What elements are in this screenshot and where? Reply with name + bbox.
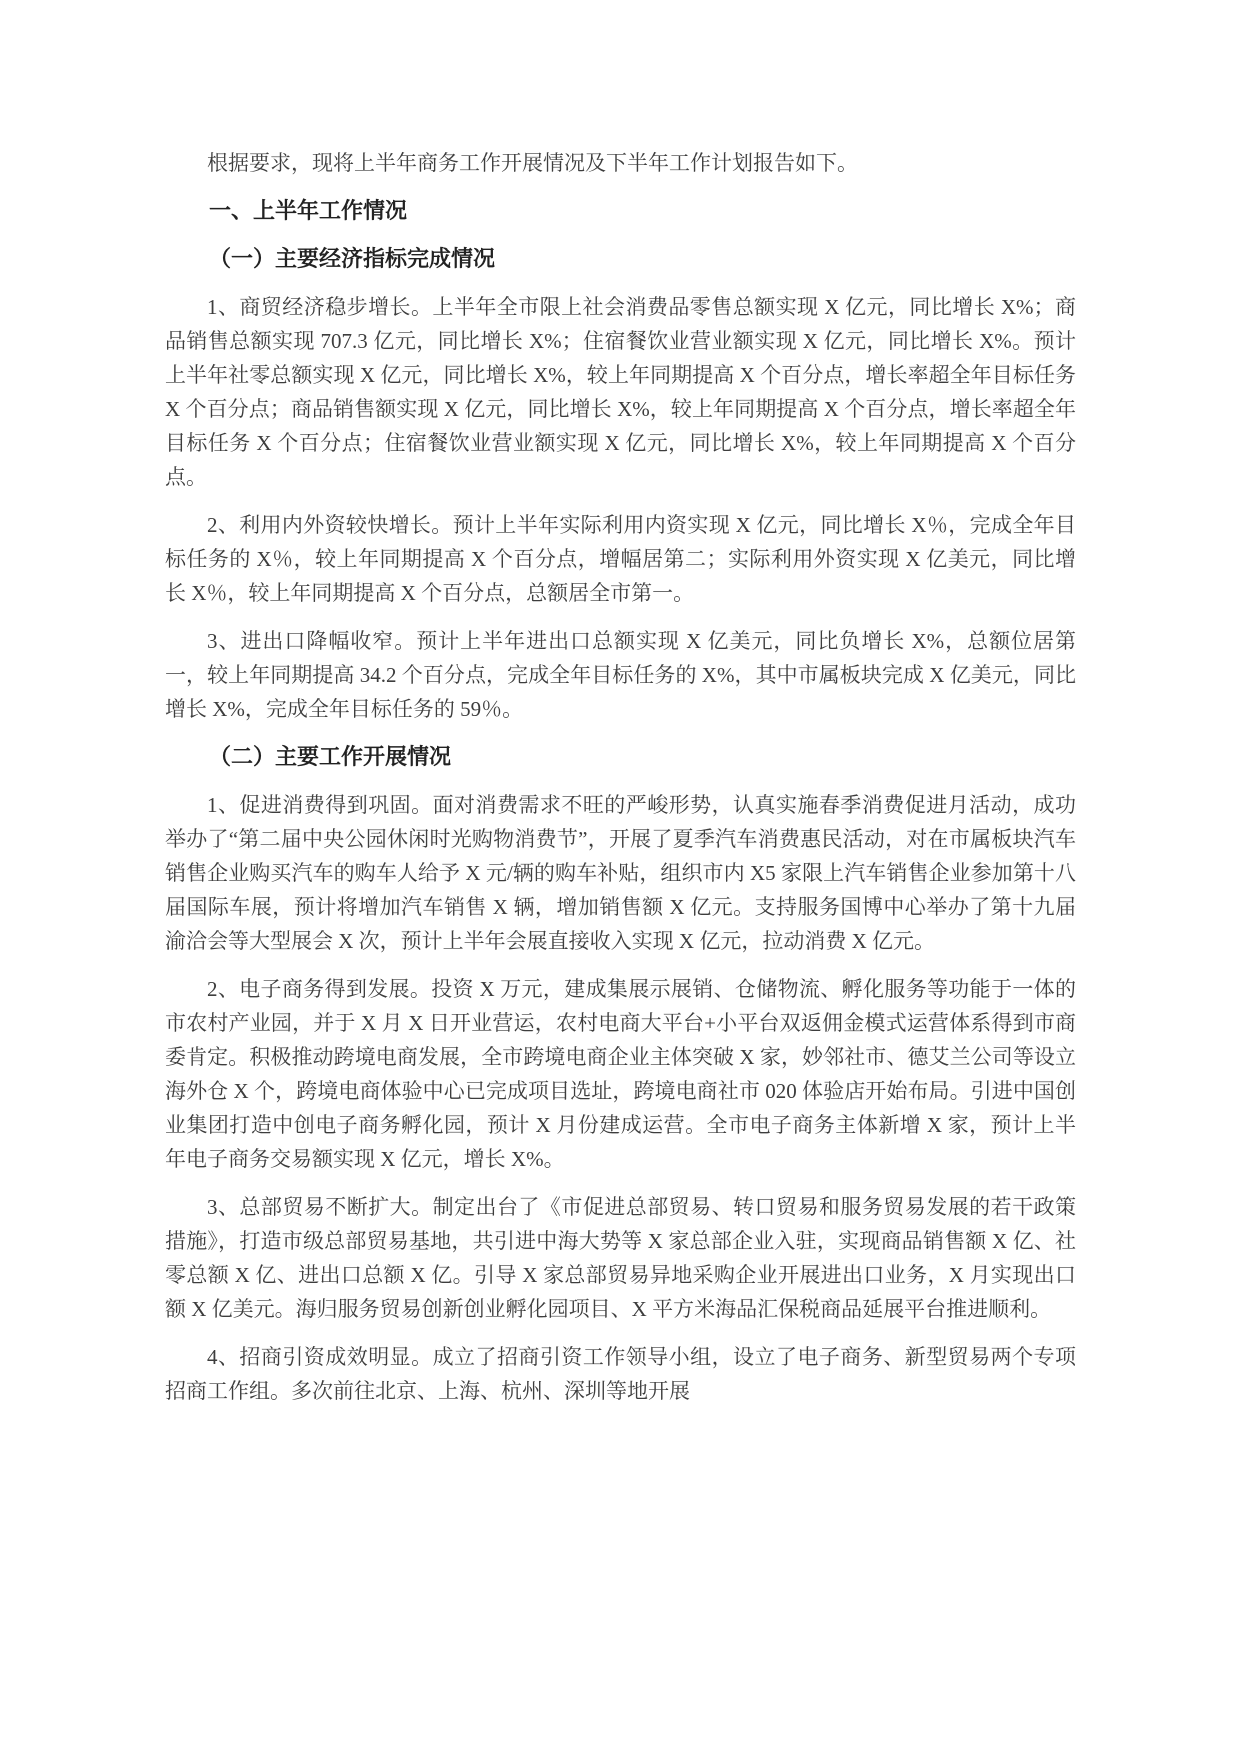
paragraph-ecommerce-development: 2、电子商务得到发展。投资 X 万元，建成集展示展销、仓储物流、孵化服务等功能于一体的市农村产业园，并于 X 月 X 日开业营运，农村电商大平台+小平台双返佣金模式运营体系得到市商委肯定。积极推动跨境电商发展，全市跨境电商企业主体突破 X 家，妙邻社市、德艾兰公司等设立海外仓 X 个，跨境电商体验中心已完成项目选址，跨境电商社市 020 体验店开始布局。引进中国创业集团打造中创电子商务孵化园，预计 X 月份建成运营。全市电子商务主体新增 X 家，预计上半年电子商务交易额实现 X 亿元，增长 X%。 bbox=[165, 977, 1076, 1171]
paragraph-domestic-foreign-investment: 2、利用内外资较快增长。预计上半年实际利用内资实现 X 亿元，同比增长 X％，完成全年目标任务的 X％，较上年同期提高 X 个百分点，增幅居第二；实际利用外资实现 X 亿美元，同比增长 X％，较上年同期提高 X 个百分点，总额居全市第一。 bbox=[165, 513, 1076, 605]
intro-paragraph: 根据要求，现将上半年商务工作开展情况及下半年工作计划报告如下。 bbox=[207, 151, 858, 175]
heading-section-economic-indicators: （一）主要经济指标完成情况 bbox=[209, 246, 496, 271]
paragraph-headquarters-trade: 3、总部贸易不断扩大。制定出台了《市促进总部贸易、转口贸易和服务贸易发展的若干政策措施》，打造市级总部贸易基地，共引进中海大势等 X 家总部企业入驻，实现商品销售额 X 亿、社零总额 X 亿、进出口总额 X 亿。引导 X 家总部贸易异地采购企业开展进出口业务，X 月实现出口额 X 亿美元。海归服务贸易创新创业孵化园项目、X 平方米海品汇保税商品延展平台推进顺利。 bbox=[165, 1195, 1076, 1321]
paragraph-import-export-narrowing: 3、进出口降幅收窄。预计上半年进出口总额实现 X 亿美元，同比负增长 X%，总额位居第一，较上年同期提高 34.2 个百分点，完成全年目标任务的 X%，其中市属板块完成 X 亿美元，同比增长 X%，完成全年目标任务的 59％。 bbox=[165, 629, 1076, 721]
paragraph-investment-attraction: 4、招商引资成效明显。成立了招商引资工作领导小组，设立了电子商务、新型贸易两个专项招商工作组。多次前往北京、上海、杭州、深圳等地开展 bbox=[165, 1345, 1076, 1403]
heading-section-main-work: （二）主要工作开展情况 bbox=[209, 744, 452, 769]
paragraph-trade-economy-growth: 1、商贸经济稳步增长。上半年全市限上社会消费品零售总额实现 X 亿元，同比增长 X%；商品销售总额实现 707.3 亿元，同比增长 X%；住宿餐饮业营业额实现 X 亿元，同比增长 X%。预计上半年社零总额实现 X 亿元，同比增长 X%，较上年同期提高 X 个百分点，增长率超全年目标任务 X 个百分点；商品销售额实现 X 亿元，同比增长 X%，较上年同期提高 X 个百分点，增长率超全年目标任务 X 个百分点；住宿餐饮业营业额实现 X 亿元，同比增长 X%，较上年同期提高 X 个百分点。 bbox=[165, 295, 1076, 489]
heading-part-one: 一、上半年工作情况 bbox=[209, 198, 408, 223]
paragraph-consumption-promotion: 1、促进消费得到巩固。面对消费需求不旺的严峻形势，认真实施春季消费促进月活动，成功举办了“第二届中央公园休闲时光购物消费节”，开展了夏季汽车消费惠民活动，对在市属板块汽车销售企业购买汽车的购车人给予 X 元/辆的购车补贴，组织市内 X5 家限上汽车销售企业参加第十八届国际车展，预计将增加汽车销售 X 辆，增加销售额 X 亿元。支持服务国博中心举办了第十九届渝洽会等大型展会 X 次，预计上半年会展直接收入实现 X 亿元，拉动消费 X 亿元。 bbox=[165, 793, 1076, 953]
